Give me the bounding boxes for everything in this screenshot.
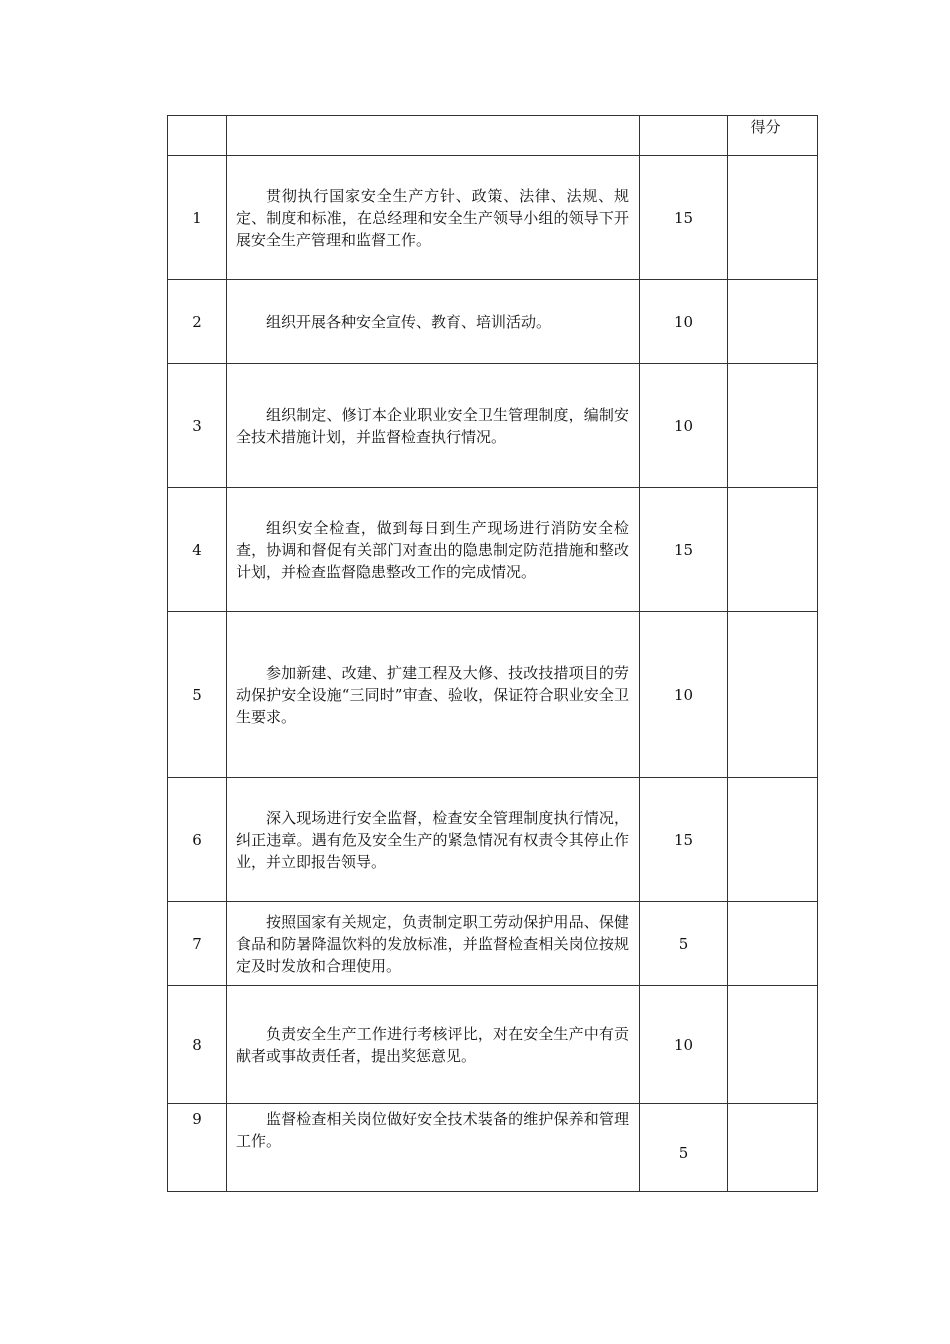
row-content-cell xyxy=(227,778,640,902)
row-score xyxy=(728,364,818,488)
row-content-cell xyxy=(227,612,640,778)
header-content-cell xyxy=(227,116,640,156)
row-score xyxy=(728,902,818,986)
row-points: 10 xyxy=(640,612,728,778)
row-points: 10 xyxy=(640,986,728,1104)
row-content: 按照国家有关规定，负责制定职工劳动保护用品、保健食品和防暑降温饮料的发放标准，并监督检查相关岗位按规定及时发放和合理使用。 xyxy=(236,912,629,975)
row-content-cell xyxy=(227,986,640,1104)
row-content: 负责安全生产工作进行考核评比，对在安全生产中有贡献者或事故责任者，提出奖惩意见。 xyxy=(236,1024,629,1065)
responsibility-score-table xyxy=(167,115,818,1192)
table-row xyxy=(168,364,818,488)
row-content: 深入现场进行安全监督，检查安全管理制度执行情况，纠正违章。遇有危及安全生产的紧急情况有权责令其停止作业，并立即报告领导。 xyxy=(236,808,629,871)
row-content-cell xyxy=(227,488,640,612)
row-number: 9 xyxy=(168,1104,227,1192)
row-number: 3 xyxy=(168,364,227,488)
table-header-row xyxy=(168,116,818,156)
row-number: 6 xyxy=(168,778,227,902)
row-points: 10 xyxy=(640,364,728,488)
row-points: 15 xyxy=(640,156,728,280)
header-score-cell xyxy=(728,116,818,156)
row-score xyxy=(728,612,818,778)
row-points: 15 xyxy=(640,488,728,612)
header-points-cell xyxy=(640,116,728,156)
row-points: 15 xyxy=(640,778,728,902)
row-points: 10 xyxy=(640,280,728,364)
header-score-label: 得分 xyxy=(750,118,781,136)
row-content-cell xyxy=(227,280,640,364)
table-row xyxy=(168,986,818,1104)
row-content-cell xyxy=(227,902,640,986)
row-points: 5 xyxy=(640,1104,728,1192)
row-content-cell xyxy=(227,1104,640,1192)
table-row xyxy=(168,778,818,902)
row-content: 监督检查相关岗位做好安全技术装备的维护保养和管理工作。 xyxy=(236,1110,629,1150)
row-score xyxy=(728,280,818,364)
row-content-cell xyxy=(227,364,640,488)
row-content: 参加新建、改建、扩建工程及大修、技改技措项目的劳动保护安全设施“三同时”审查、验收，保证符合职业安全卫生要求。 xyxy=(236,663,629,726)
row-number: 7 xyxy=(168,902,227,986)
table-row xyxy=(168,612,818,778)
row-number: 8 xyxy=(168,986,227,1104)
table-row xyxy=(168,902,818,986)
row-points: 5 xyxy=(640,902,728,986)
row-score xyxy=(728,986,818,1104)
row-score xyxy=(728,488,818,612)
row-content: 组织开展各种安全宣传、教育、培训活动。 xyxy=(266,312,552,331)
row-number: 2 xyxy=(168,280,227,364)
row-score xyxy=(728,778,818,902)
table-row xyxy=(168,1104,818,1192)
table-row xyxy=(168,156,818,280)
row-number: 5 xyxy=(168,612,227,778)
row-content: 组织制定、修订本企业职业安全卫生管理制度，编制安全技术措施计划，并监督检查执行情况。 xyxy=(236,405,629,446)
row-content: 组织安全检查，做到每日到生产现场进行消防安全检查，协调和督促有关部门对查出的隐患制定防范措施和整改计划，并检查监督隐患整改工作的完成情况。 xyxy=(236,518,629,581)
row-content: 贯彻执行国家安全生产方针、政策、法律、法规、规定、制度和标准，在总经理和安全生产领导小组的领导下开展安全生产管理和监督工作。 xyxy=(236,186,629,249)
row-score xyxy=(728,156,818,280)
row-number: 1 xyxy=(168,156,227,280)
row-score xyxy=(728,1104,818,1192)
row-content-cell xyxy=(227,156,640,280)
header-no-cell xyxy=(168,116,227,156)
table-row xyxy=(168,488,818,612)
row-number: 4 xyxy=(168,488,227,612)
table-row xyxy=(168,280,818,364)
